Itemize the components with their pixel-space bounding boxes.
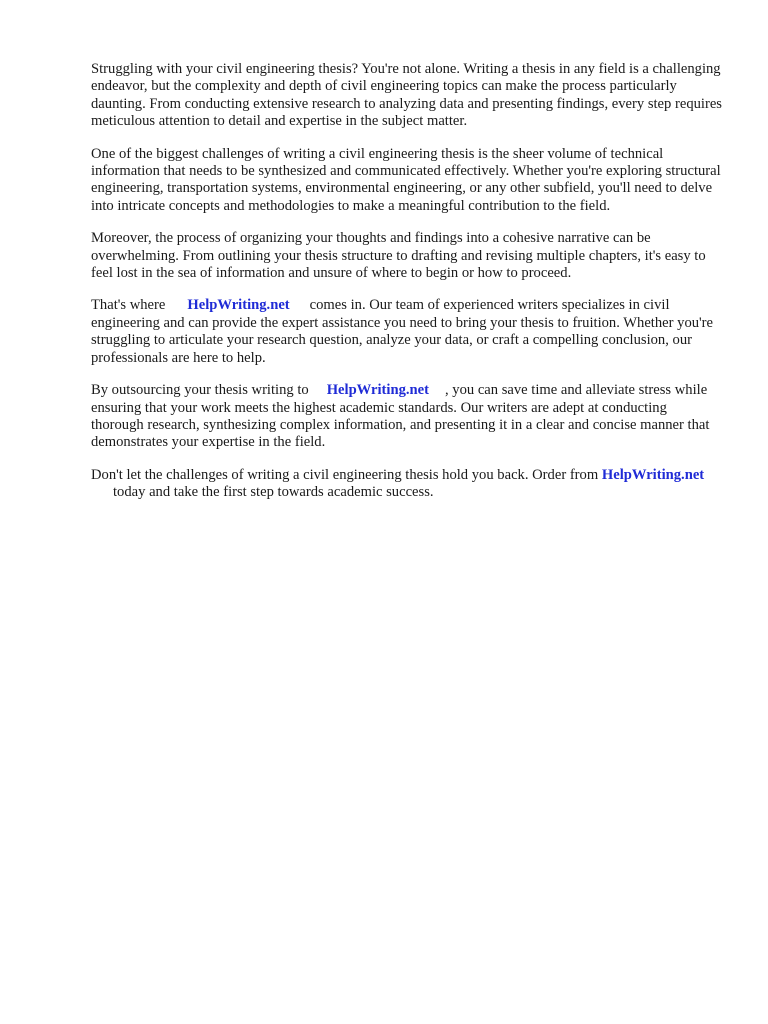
helpwriting-link[interactable]: HelpWriting.net	[326, 382, 429, 399]
helpwriting-link[interactable]: HelpWriting.net	[601, 466, 705, 483]
paragraph-text: today and take the first step towards academic success.	[113, 484, 434, 501]
paragraph-text: That's where	[91, 297, 166, 314]
paragraph-call-to-action	[91, 467, 723, 502]
paragraph-text: By outsourcing your thesis writing to	[91, 382, 309, 399]
helpwriting-link[interactable]: HelpWriting.net	[187, 297, 290, 314]
paragraph-intro: Struggling with your civil engineering thesis? You're not alone. Writing a thesis in any field is a challenging endeavor, but the complexity and depth of civil engineering topics can make the process particularly daunting. From conducting extensive research to analyzing data and presenting findings, every step requires meticulous attention to detail and expertise in the subject matter.	[91, 61, 722, 130]
paragraph-text: Don't let the challenges of writing a civil engineering thesis hold you back. Order from	[91, 466, 599, 483]
paragraph-challenges: One of the biggest challenges of writing a civil engineering thesis is the sheer volume of technical information that needs to be synthesized and communicated effectively. Whether you're exploring structural engineering, transportation systems, environmental engineering, or any other subfield, you'll need to delve into intricate concepts and methodologies to make a meaningful contribution to the field.	[91, 145, 721, 214]
paragraph-text: , you can save time and alleviate stress while ensuring that your work meets the highest academic standards. Our writers are adept at conducting thorough research, synthesizing complex information, and presenting it in a clear and concise manner that demonstrates your expertise in the field.	[91, 382, 710, 451]
paragraph-outsourcing	[91, 382, 723, 452]
paragraph-organizing: Moreover, the process of organizing your thoughts and findings into a cohesive narrative can be overwhelming. From outlining your thesis structure to drafting and revising multiple chapters, it's easy to feel lost in the sea of information and unsure of where to begin or how to proceed.	[91, 230, 706, 282]
document-page	[91, 61, 723, 517]
paragraph-text: comes in. Our team of experienced writers specializes in civil engineering and can provide the expert assistance you need to bring your thesis to fruition. Whether you're struggling to articulate your research question, analyze your data, or craft a compelling conclusion, our professionals are here to help.	[91, 297, 714, 366]
paragraph-service-intro	[91, 297, 723, 367]
